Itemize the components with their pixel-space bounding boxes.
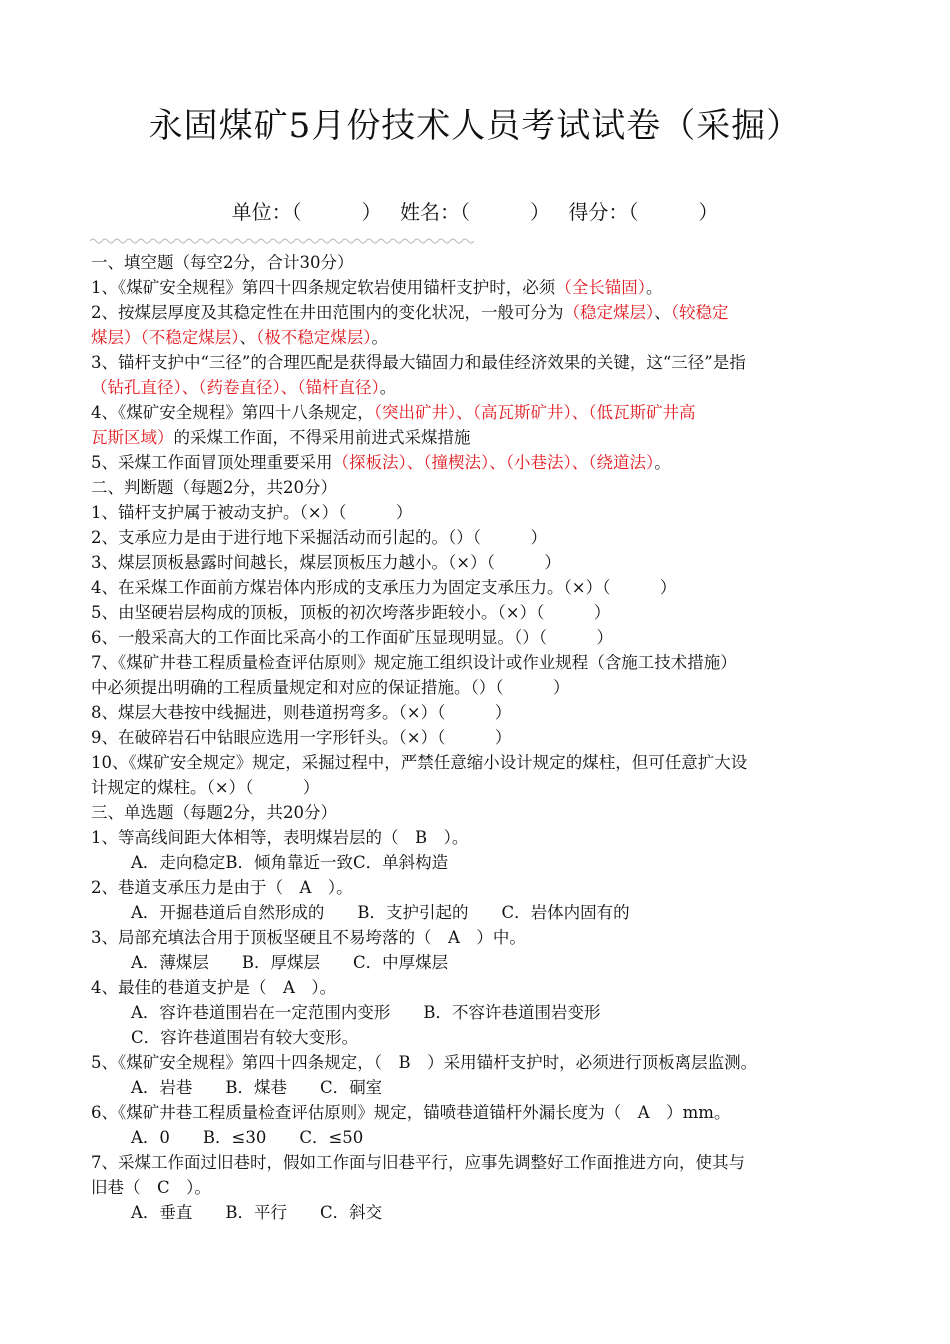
question-text: 、 (239, 328, 256, 347)
question-line: 10、《煤矿安全规定》规定，采掘过程中，严禁任意缩小设计规定的煤柱，但可任意扩大设 (91, 753, 748, 772)
question-text: 5、采煤工作面冒顶处理重要采用 (91, 453, 333, 472)
question-line: 旧巷（ C ）。 (91, 1178, 211, 1197)
question-text: 2、按煤层厚度及其稳定性在井田范围内的变化状况，一般可分为 (91, 303, 564, 322)
answer-text: （钻孔直径）、（药卷直径）、（锚杆直径） (91, 378, 380, 397)
question-line: 6、《煤矿井巷工程质量检查评估原则》规定，锚喷巷道锚杆外漏长度为（ A ）mm。 (91, 1103, 731, 1122)
answer-options: A．容许巷道围岩在一定范围内变形 B．不容许巷道围岩变形 (131, 1003, 601, 1022)
question-line (91, 425, 866, 450)
question-line (91, 300, 866, 325)
question-text: 的采煤工作面，不得采用前进式采煤措施 (173, 428, 471, 447)
question-line: 9、在破碎岩石中钻眼应选用一字形钎头。（×）（ ） (91, 728, 512, 747)
page-title: 永固煤矿5月份技术人员考试试卷（采掘） (148, 106, 802, 146)
answer-text: （不稳定煤层） (140, 328, 240, 347)
answer-options: A．薄煤层 B．厚煤层 C．中厚煤层 (131, 953, 449, 972)
answer-text: （极不稳定煤层） (256, 328, 372, 347)
question-text: 。 (654, 453, 671, 472)
question-text: 。 (646, 278, 663, 297)
question-line: 二、判断题（每题2分，共20分） (91, 478, 337, 497)
question-line: 三、单选题（每题2分，共20分） (91, 803, 337, 822)
question-line: 7、《煤矿井巷工程质量检查评估原则》规定施工组织设计或作业规程（含施工技术措施） (91, 653, 737, 672)
answer-text: （探板法）、（撞楔法）、（小巷法）、（绕道法） (332, 453, 655, 472)
question-line: 4、最佳的巷道支护是（ A ）。 (91, 978, 337, 997)
question-line (91, 375, 866, 400)
answer-text: 瓦斯区域） (91, 428, 174, 447)
question-line (91, 325, 866, 350)
exam-body (91, 250, 866, 1225)
question-line: 5、由坚硬岩层构成的顶板，顶板的初次垮落步距较小。（×）（ ） (91, 603, 611, 622)
candidate-info-line: 单位：（ ） 姓名：（ ） 得分：（ ） (231, 200, 719, 224)
question-line: 中必须提出明确的工程质量规定和对应的保证措施。（）（ ） (91, 678, 570, 697)
answer-options: A．岩巷 B．煤巷 C．硐室 (131, 1078, 383, 1097)
decorative-divider (90, 236, 475, 246)
question-text: 、 (654, 303, 671, 322)
question-line: 1、锚杆支护属于被动支护。（×）（ ） (91, 503, 413, 522)
answer-options: A．0 B．≤30 C．≤50 (131, 1128, 364, 1147)
question-line (91, 400, 866, 425)
answer-options: A．走向稳定B．倾角靠近一致C．单斜构造 (131, 853, 449, 872)
question-line: 5、《煤矿安全规程》第四十四条规定，（ B ）采用锚杆支护时，必须进行顶板离层监测。 (91, 1053, 758, 1072)
question-line: 3、局部充填法合用于顶板坚硬且不易垮落的（ A ）中。 (91, 928, 526, 947)
answer-options: A．垂直 B．平行 C．斜交 (131, 1203, 383, 1222)
question-line: 2、巷道支承压力是由于（ A ）。 (91, 878, 353, 897)
question-line: 2、支承应力是由于进行地下采掘活动而引起的。（）（ ） (91, 528, 547, 547)
question-line: 计规定的煤柱。（×）（ ） (91, 778, 320, 797)
question-line: 1、等高线间距大体相等，表明煤岩层的（ B ）。 (91, 828, 469, 847)
answer-text: （突出矿井）、（高瓦斯矿井）、（低瓦斯矿井高 (373, 403, 696, 422)
question-line (91, 275, 866, 300)
answer-text: （全长锚固） (555, 278, 646, 297)
question-text: 。 (371, 328, 388, 347)
question-line: 3、煤层顶板悬露时间越长，煤层顶板压力越小。（×）（ ） (91, 553, 561, 572)
answer-text: 煤层） (91, 328, 141, 347)
answer-text: （较稳定 (670, 303, 729, 322)
question-text: 。 (379, 378, 397, 397)
question-line: 7、采煤工作面过旧巷时，假如工作面与旧巷平行，应事先调整好工作面推进方向，使其与 (91, 1153, 745, 1172)
question-line: 一、填空题（每空2分，合计30分） (91, 253, 354, 272)
answer-options: A．开掘巷道后自然形成的 B．支护引起的 C．岩体内固有的 (131, 903, 630, 922)
answer-options: C．容许巷道围岩有较大变形。 (131, 1028, 359, 1047)
question-text: 1、《煤矿安全规程》第四十四条规定软岩使用锚杆支护时，必须 (91, 278, 556, 297)
question-line: 8、煤层大巷按中线掘进，则巷道拐弯多。（×）（ ） (91, 703, 512, 722)
question-line: 6、一般采高大的工作面比采高小的工作面矿压显现明显。（）（ ） (91, 628, 613, 647)
question-text: 4、《煤矿安全规程》第四十八条规定， (91, 403, 374, 422)
question-line: 4、在采煤工作面前方煤岩体内形成的支承压力为固定支承压力。（×）（ ） (91, 578, 677, 597)
answer-text: （稳定煤层） (563, 303, 655, 322)
question-line (91, 450, 866, 475)
question-line: 3、锚杆支护中“三径”的合理匹配是获得最大锚固力和最佳经济效果的关键，这“三径”是指 (91, 353, 746, 372)
